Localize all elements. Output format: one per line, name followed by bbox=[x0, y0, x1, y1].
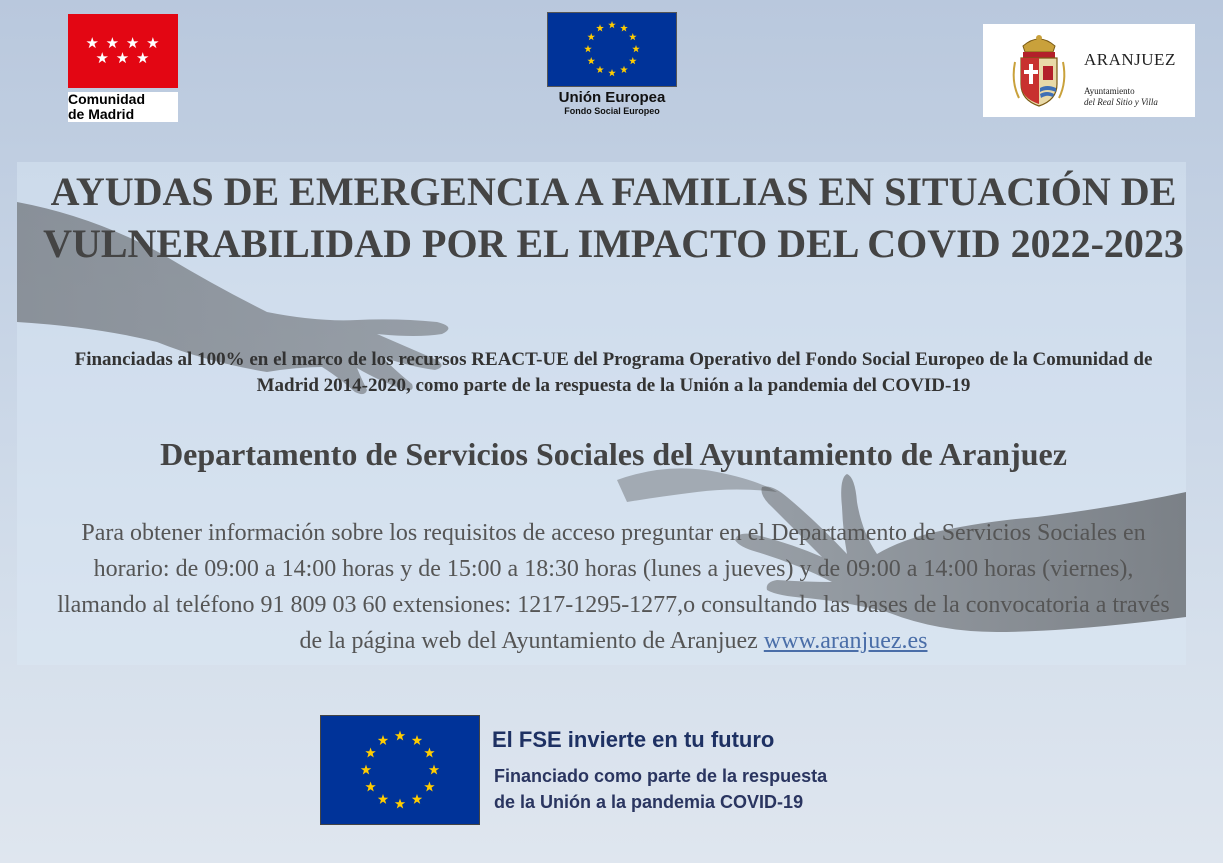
eu-star-icon bbox=[365, 748, 375, 758]
union-europea-logo bbox=[546, 12, 678, 122]
madrid-stars-flag-icon bbox=[68, 14, 178, 88]
eu-star-icon bbox=[412, 794, 422, 804]
aranjuez-sub2: del Real Sitio y Villa bbox=[1084, 97, 1158, 107]
fse-slogan: El FSE invierte en tu futuro bbox=[492, 727, 775, 752]
eu-star-icon bbox=[412, 735, 422, 745]
union-europea-name: Unión Europea bbox=[558, 89, 666, 106]
eu-star-icon bbox=[608, 69, 616, 76]
financing-subtitle: Financiadas al 100% en el marco de los recursos REACT-UE del Programa Operativo del Fondo Social Europeo de la Comunidad de Madrid 2014-2020, como parte de la respuesta de la Unión a la pandemia del COVID-19 bbox=[74, 349, 1153, 396]
eu-flag-icon bbox=[320, 715, 480, 825]
fse-line1: Financiado como parte de la respuesta bbox=[494, 766, 828, 786]
aranjuez-logo bbox=[983, 24, 1195, 117]
fondo-social-europeo-label: Fondo Social Europeo bbox=[564, 106, 660, 116]
eu-stars-ring-icon bbox=[321, 716, 479, 824]
eu-star-icon bbox=[587, 33, 595, 40]
eu-star-icon bbox=[429, 765, 439, 775]
eu-star-icon bbox=[395, 799, 405, 809]
fse-banner bbox=[320, 715, 920, 827]
madrid-stars-row1: ★ ★ ★ ★ bbox=[85, 34, 161, 52]
eu-flag-icon bbox=[547, 12, 677, 87]
aranjuez-sub1: Ayuntamiento bbox=[1084, 86, 1135, 96]
eu-star-icon bbox=[424, 748, 434, 758]
main-panel bbox=[17, 162, 1186, 665]
comunidad-madrid-line1: Comunidad bbox=[68, 91, 145, 107]
eu-star-icon bbox=[378, 735, 388, 745]
eu-stars-ring-icon bbox=[548, 13, 676, 86]
eu-star-icon bbox=[629, 57, 637, 64]
page-title: AYUDAS DE EMERGENCIA A FAMILIAS EN SITUACIÓN DE VULNERABILIDAD POR EL IMPACTO DEL COVID 2022-2023 bbox=[43, 169, 1184, 266]
eu-star-icon bbox=[361, 765, 371, 775]
aranjuez-coat-of-arms-icon bbox=[1009, 32, 1069, 112]
eu-star-icon bbox=[584, 45, 592, 52]
aranjuez-website-link[interactable]: www.aranjuez.es bbox=[763, 628, 928, 654]
comunidad-madrid-line2: de Madrid bbox=[68, 106, 135, 122]
eu-star-icon bbox=[620, 24, 628, 31]
fse-line2: de la Unión a la pandemia COVID-19 bbox=[494, 792, 804, 812]
eu-star-icon bbox=[378, 794, 388, 804]
eu-star-icon bbox=[629, 33, 637, 40]
eu-star-icon bbox=[365, 782, 375, 792]
info-paragraph bbox=[47, 515, 1180, 659]
eu-star-icon bbox=[608, 21, 616, 28]
comunidad-madrid-logo bbox=[68, 14, 178, 120]
info-text: Para obtener información sobre los requisitos de acceso preguntar en el Departamento de Servicios Sociales en horario: de 09:00 a 14:00 horas y de 15:00 a 18:30 horas (lunes a jueves) y de 09:00 a 14:00 horas (viernes), llamando al teléfono 91 809 03 60 extensiones: 1217-1295-1277,o consultando las bases de la convocatoria a través de la página web del Ayuntamiento de Aranjuez bbox=[57, 520, 1170, 654]
eu-star-icon bbox=[395, 731, 405, 741]
eu-star-icon bbox=[596, 66, 604, 73]
eu-star-icon bbox=[587, 57, 595, 64]
eu-star-icon bbox=[632, 45, 640, 52]
eu-star-icon bbox=[424, 782, 434, 792]
madrid-stars-row2: ★ ★ ★ bbox=[95, 49, 151, 67]
eu-star-icon bbox=[596, 24, 604, 31]
aranjuez-name: ARANJUEZ bbox=[1084, 50, 1176, 69]
eu-star-icon bbox=[620, 66, 628, 73]
department-heading: Departamento de Servicios Sociales del Ayuntamiento de Aranjuez bbox=[160, 436, 1067, 472]
